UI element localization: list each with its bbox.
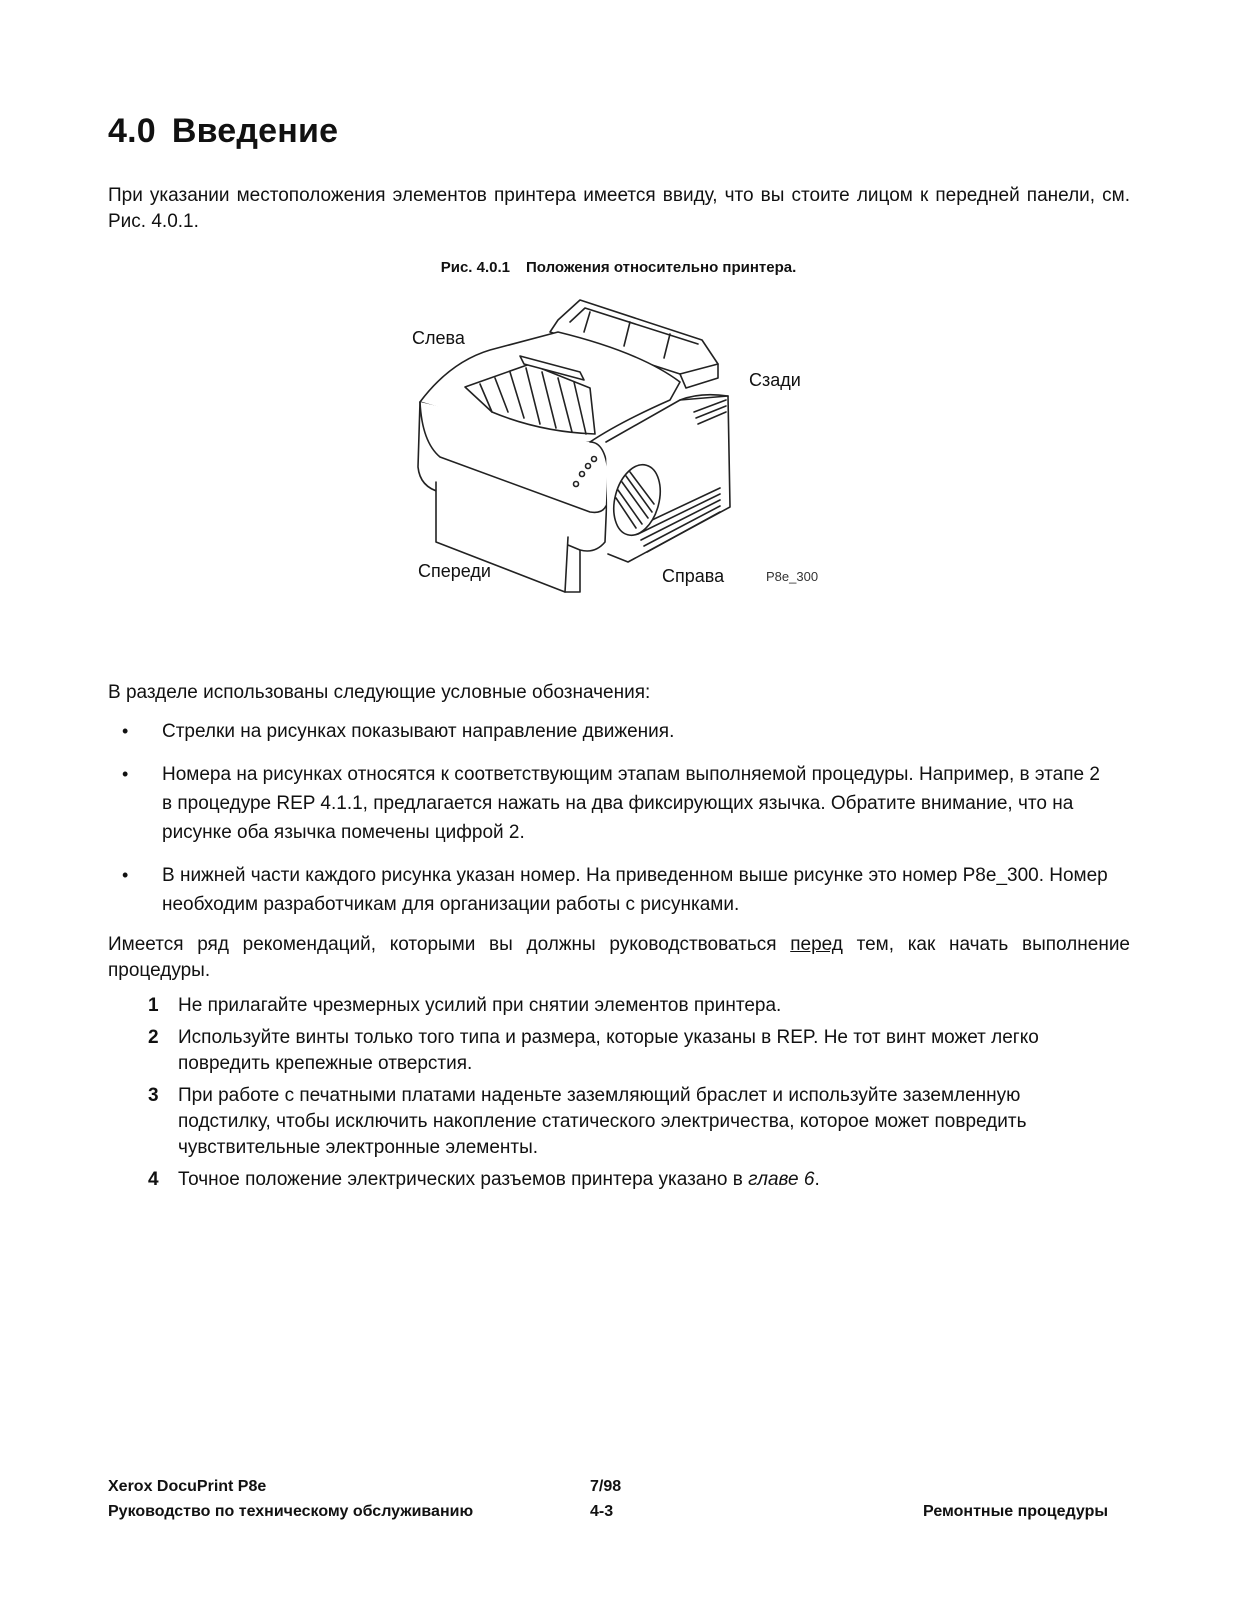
printer-figure [380,292,860,612]
step-text: При работе с печатными платами наденьте заземляющий браслет и используйте заземленную подстилку, чтобы исключить накопление статического электричества, которое может повредить чувствительные электронные элементы. [178,1085,1027,1158]
step-item [148,1083,1110,1161]
recommend-text-end: тем, как начать выполнение процедуры. [108,934,1130,981]
figure-caption-text: Положения относительно принтера. [526,259,797,276]
bullet-icon: • [122,721,129,741]
figure-caption-number: Рис. 4.0.1 [440,259,510,276]
figure-caption [0,259,1237,276]
recommend-text-start: Имеется ряд рекомендаций, которыми вы должны руководствоваться [108,934,791,955]
bullet-icon: • [122,764,129,784]
conventions-intro: В разделе использованы следующие условные обозначения: [108,682,651,703]
step-number: 1 [148,995,159,1016]
intro-paragraph: При указании местоположения элементов принтера имеется ввиду, что вы стоите лицом к передней панели, см. Рис. 4.0.1. [108,185,1130,232]
recommend-underlined: перед [790,934,843,955]
label-left: Слева [412,328,465,348]
bullet-icon: • [122,865,129,885]
list-item-text: Номера на рисунках относятся к соответствующим этапам выполняемой процедуры. Например, в этапе 2 в процедуре REP 4.1.1, предлагается нажать на два фиксирующих язычка. Обратите внимание, что на рисунке оба язычка помечены цифрой 2. [162,764,1100,843]
footer-section: Ремонтные процедуры [923,1503,1108,1520]
list-item-text: В нижней части каждого рисунка указан номер. На приведенном выше рисунке это номер P8e_300. Номер необходим разработчикам для организации работы с рисунками. [162,865,1108,915]
section-heading [108,112,338,151]
step-item [148,993,1110,1019]
step-number: 4 [148,1169,159,1190]
label-right: Справа [662,566,725,586]
step-number: 3 [148,1085,159,1106]
footer-date: 7/98 [590,1478,622,1495]
section-number: 4.0 [108,112,156,150]
footer-manual: Руководство по техническому обслуживанию [108,1503,474,1520]
footer-page-number: 4-3 [590,1503,614,1520]
step-chapter-ref: главе 6 [748,1169,815,1190]
figure-id: P8e_300 [766,569,819,584]
label-back: Сзади [749,370,801,390]
footer-line-2 [108,1503,1108,1521]
label-front: Спереди [418,561,491,581]
list-item [122,717,1112,746]
footer-line-1 [108,1478,1108,1496]
step-number: 2 [148,1027,159,1048]
list-item [122,760,1112,847]
step-item [148,1025,1110,1077]
list-item [122,861,1112,919]
section-title: Введение [171,112,339,150]
steps-list [148,993,1110,1199]
recommend-paragraph [108,932,1130,984]
step-item [148,1167,1110,1193]
step-text: Используйте винты только того типа и размера, которые указаны в REP. Не тот винт может легко повредить крепежные отверстия. [178,1027,1039,1074]
step-text: Точное положение электрических разъемов принтера указано в [178,1169,749,1190]
footer-product: Xerox DocuPrint P8e [108,1478,267,1495]
conventions-list [122,717,1112,933]
step-text: Не прилагайте чрезмерных усилий при снятии элементов принтера. [178,995,782,1016]
step-text-end: . [814,1169,820,1190]
list-item-text: Стрелки на рисунках показывают направление движения. [162,721,675,742]
